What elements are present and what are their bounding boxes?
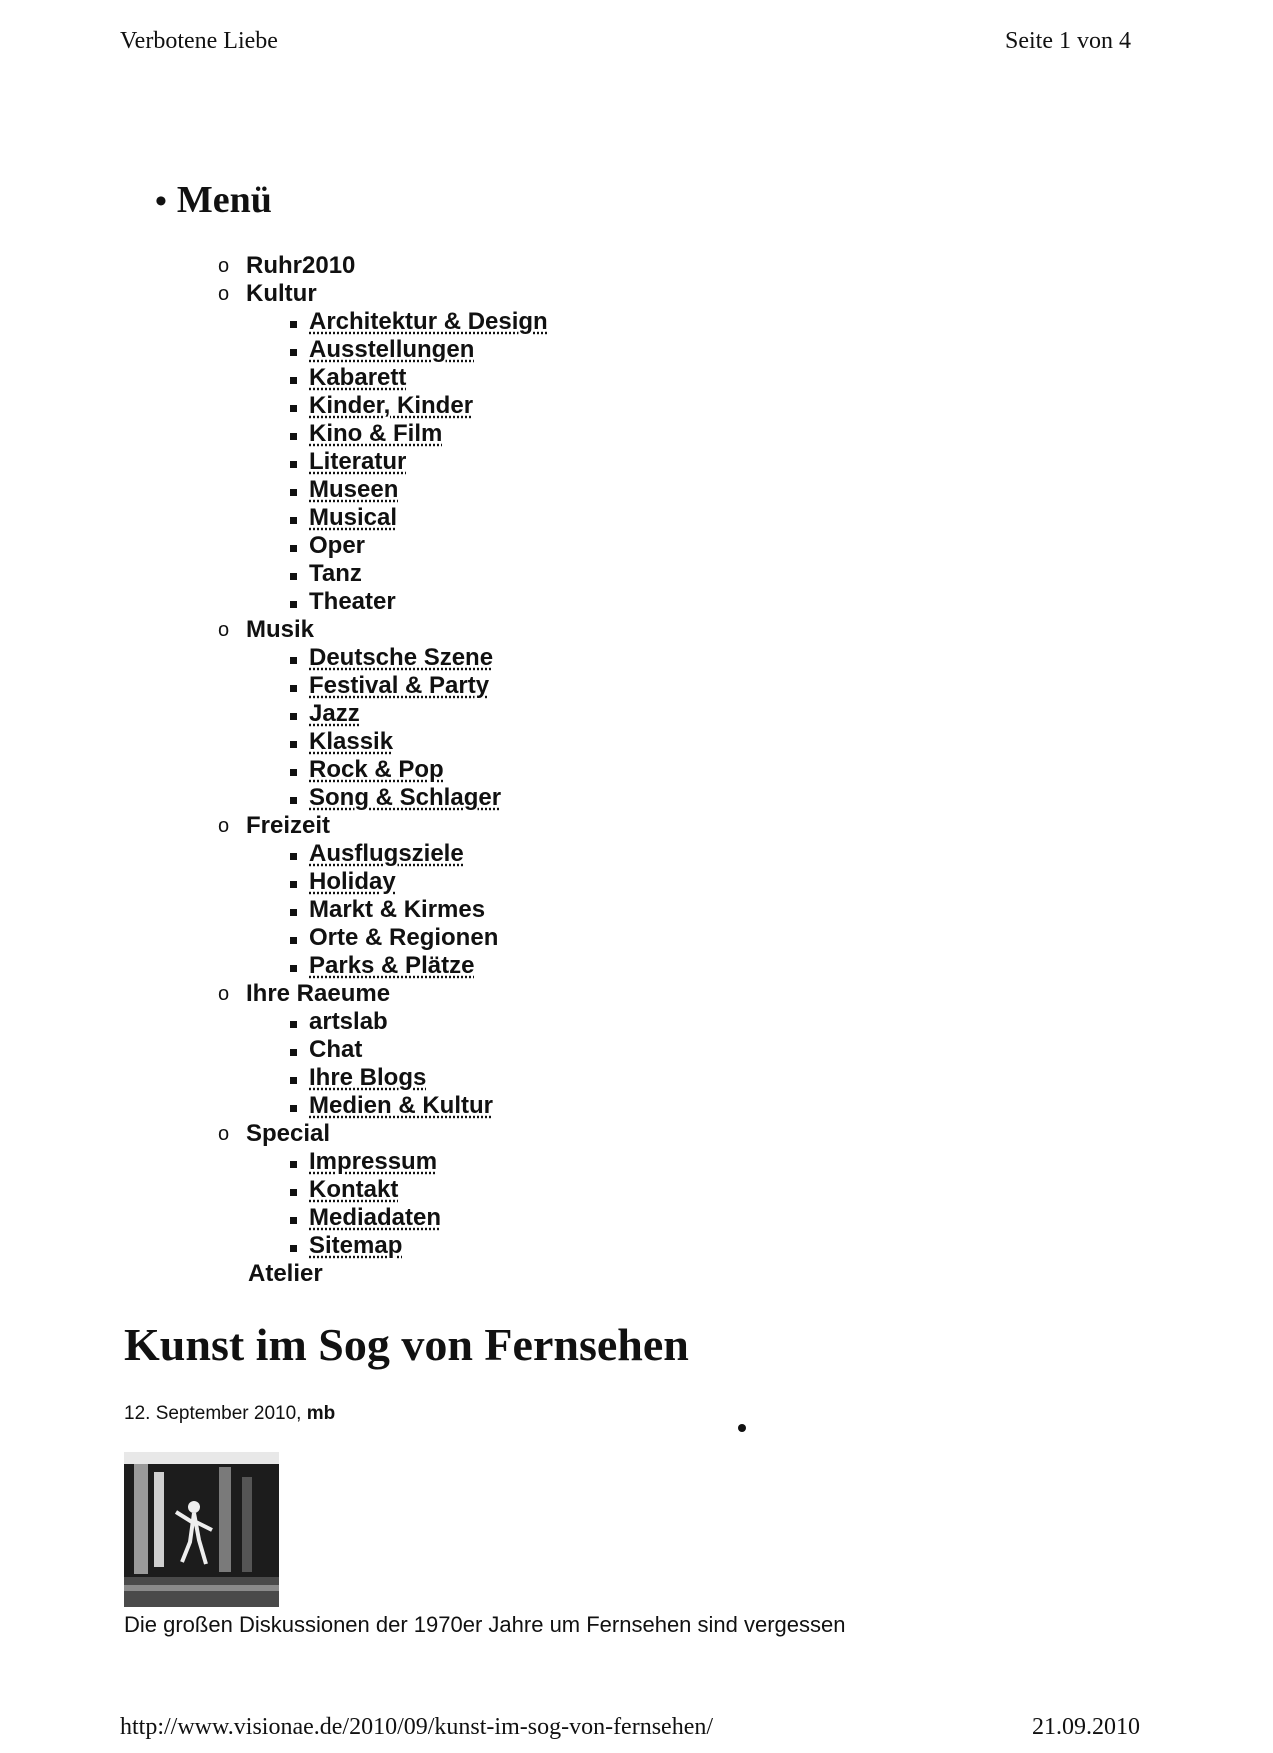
menu-link[interactable]: Sitemap bbox=[309, 1232, 403, 1259]
article-date: 12. September 2010, bbox=[124, 1403, 302, 1424]
menu-link[interactable]: Architektur & Design bbox=[309, 308, 548, 335]
menu-item[interactable] bbox=[218, 420, 548, 448]
circle-bullet-icon: o bbox=[218, 255, 230, 277]
square-bullet-icon bbox=[290, 405, 297, 412]
menu-link[interactable]: Kino & Film bbox=[309, 420, 443, 447]
menu-item[interactable] bbox=[218, 784, 548, 812]
square-bullet-icon bbox=[290, 1021, 297, 1028]
menu-item[interactable] bbox=[218, 952, 548, 980]
menu-item[interactable] bbox=[218, 672, 548, 700]
menu-item[interactable] bbox=[218, 896, 548, 924]
menu-section-freizeit[interactable] bbox=[218, 812, 548, 840]
menu-item-label: artslab bbox=[309, 1008, 388, 1035]
article-author: mb bbox=[306, 1403, 336, 1424]
menu-section-ruhr2010[interactable] bbox=[218, 252, 548, 280]
menu-link[interactable]: Ausflugsziele bbox=[309, 840, 464, 867]
scan-speck bbox=[738, 1424, 746, 1432]
menu-link[interactable]: Kabarett bbox=[309, 364, 407, 391]
menu-item[interactable] bbox=[218, 1148, 548, 1176]
menu-link[interactable]: Mediadaten bbox=[309, 1204, 442, 1231]
square-bullet-icon bbox=[290, 1105, 297, 1112]
square-bullet-icon bbox=[290, 1161, 297, 1168]
menu-link[interactable]: Literatur bbox=[309, 448, 407, 475]
circle-bullet-icon: o bbox=[218, 815, 230, 837]
menu-link[interactable]: Jazz bbox=[309, 700, 360, 727]
menu-item-label: Markt & Kirmes bbox=[309, 896, 486, 923]
menu-section-special[interactable] bbox=[218, 1120, 548, 1148]
page-url: http://www.visionae.de/2010/09/kunst-im-sog-von-fernsehen/ bbox=[120, 1714, 714, 1740]
square-bullet-icon bbox=[290, 517, 297, 524]
menu-item[interactable] bbox=[218, 588, 548, 616]
square-bullet-icon bbox=[290, 377, 297, 384]
menu-link[interactable]: Ausstellungen bbox=[309, 336, 475, 363]
square-bullet-icon bbox=[290, 1245, 297, 1252]
square-bullet-icon bbox=[290, 1217, 297, 1224]
menu-item[interactable] bbox=[218, 336, 548, 364]
menu-item[interactable] bbox=[218, 532, 548, 560]
menu-item-label: Orte & Regionen bbox=[309, 924, 499, 951]
menu-link[interactable]: Kinder, Kinder bbox=[309, 392, 474, 419]
menu-section-kultur[interactable] bbox=[218, 280, 548, 308]
menu-item[interactable] bbox=[218, 1176, 548, 1204]
menu-section-label: Ihre Raeume bbox=[246, 980, 391, 1007]
square-bullet-icon bbox=[290, 349, 297, 356]
menu-item-label: Chat bbox=[309, 1036, 363, 1063]
dancer-photo-icon bbox=[124, 1452, 279, 1607]
print-date: 21.09.2010 bbox=[1032, 1714, 1140, 1740]
square-bullet-icon bbox=[290, 965, 297, 972]
menu-link[interactable]: Musical bbox=[309, 504, 398, 531]
menu-item[interactable] bbox=[218, 392, 548, 420]
menu-item[interactable] bbox=[218, 1008, 548, 1036]
square-bullet-icon bbox=[290, 853, 297, 860]
circle-bullet-icon: o bbox=[218, 1123, 230, 1145]
square-bullet-icon bbox=[290, 909, 297, 916]
square-bullet-icon bbox=[290, 937, 297, 944]
menu-item[interactable] bbox=[218, 700, 548, 728]
site-navigation bbox=[218, 252, 548, 1288]
menu-item-label: Oper bbox=[309, 532, 366, 559]
menu-link[interactable]: Holiday bbox=[309, 868, 396, 895]
circle-bullet-icon: o bbox=[218, 619, 230, 641]
menu-item-label: Tanz bbox=[309, 560, 362, 587]
menu-item[interactable] bbox=[218, 560, 548, 588]
square-bullet-icon bbox=[290, 1077, 297, 1084]
menu-section-label: Musik bbox=[246, 616, 315, 643]
menu-item[interactable] bbox=[218, 1092, 548, 1120]
menu-link[interactable]: Song & Schlager bbox=[309, 784, 502, 811]
menu-link[interactable]: Medien & Kultur bbox=[309, 1092, 493, 1119]
menu-link[interactable]: Parks & Plätze bbox=[309, 952, 475, 979]
square-bullet-icon bbox=[290, 489, 297, 496]
square-bullet-icon bbox=[290, 741, 297, 748]
menu-item[interactable] bbox=[218, 504, 548, 532]
menu-item[interactable] bbox=[218, 840, 548, 868]
menu-link[interactable]: Ihre Blogs bbox=[309, 1064, 427, 1091]
menu-title: Menü bbox=[176, 179, 272, 221]
circle-bullet-icon: o bbox=[218, 983, 230, 1005]
article-title: Kunst im Sog von Fernsehen bbox=[124, 1319, 689, 1370]
menu-link[interactable]: Klassik bbox=[309, 728, 394, 755]
menu-heading bbox=[155, 178, 272, 222]
menu-section-label: Ruhr2010 bbox=[246, 252, 356, 279]
menu-item[interactable] bbox=[218, 756, 548, 784]
menu-item[interactable] bbox=[218, 728, 548, 756]
article-meta bbox=[124, 1403, 335, 1425]
square-bullet-icon bbox=[290, 601, 297, 608]
menu-section-musik[interactable] bbox=[218, 616, 548, 644]
square-bullet-icon bbox=[290, 1189, 297, 1196]
square-bullet-icon bbox=[290, 769, 297, 776]
menu-item[interactable] bbox=[218, 1064, 548, 1092]
menu-item[interactable] bbox=[218, 1036, 548, 1064]
menu-item[interactable] bbox=[218, 448, 548, 476]
menu-item[interactable] bbox=[218, 476, 548, 504]
square-bullet-icon bbox=[290, 573, 297, 580]
menu-link[interactable]: Museen bbox=[309, 476, 399, 503]
menu-section-label: Freizeit bbox=[246, 812, 331, 839]
menu-item[interactable] bbox=[218, 868, 548, 896]
menu-item[interactable] bbox=[218, 364, 548, 392]
menu-item-label: Theater bbox=[309, 588, 396, 615]
menu-item-atelier[interactable]: Atelier bbox=[248, 1260, 323, 1287]
square-bullet-icon bbox=[290, 797, 297, 804]
square-bullet-icon bbox=[290, 433, 297, 440]
square-bullet-icon bbox=[290, 881, 297, 888]
article-thumbnail[interactable] bbox=[124, 1452, 279, 1607]
square-bullet-icon bbox=[290, 461, 297, 468]
menu-item[interactable] bbox=[218, 1232, 548, 1260]
menu-link[interactable]: Festival & Party bbox=[309, 672, 490, 699]
menu-section-label: Special bbox=[246, 1120, 331, 1147]
menu-section-ihre-raeume[interactable] bbox=[218, 980, 548, 1008]
menu-item[interactable] bbox=[218, 924, 548, 952]
square-bullet-icon bbox=[290, 321, 297, 328]
menu-link[interactable]: Deutsche Szene bbox=[309, 644, 494, 671]
menu-link[interactable]: Kontakt bbox=[309, 1176, 399, 1203]
square-bullet-icon bbox=[290, 1049, 297, 1056]
page-header-title: Verbotene Liebe bbox=[120, 28, 278, 54]
menu-link[interactable]: Rock & Pop bbox=[309, 756, 444, 783]
square-bullet-icon bbox=[290, 545, 297, 552]
menu-link[interactable]: Impressum bbox=[309, 1148, 438, 1175]
menu-item[interactable] bbox=[218, 308, 548, 336]
circle-bullet-icon: o bbox=[218, 283, 230, 305]
page-number: Seite 1 von 4 bbox=[1005, 28, 1131, 54]
article-caption: Die großen Diskussionen der 1970er Jahre um Fernsehen sind vergessen bbox=[124, 1612, 846, 1637]
square-bullet-icon bbox=[290, 685, 297, 692]
menu-item[interactable] bbox=[218, 644, 548, 672]
square-bullet-icon bbox=[290, 713, 297, 720]
square-bullet-icon bbox=[290, 657, 297, 664]
menu-section-label: Kultur bbox=[246, 280, 317, 307]
menu-item[interactable] bbox=[218, 1204, 548, 1232]
bullet-icon: • bbox=[155, 183, 167, 220]
